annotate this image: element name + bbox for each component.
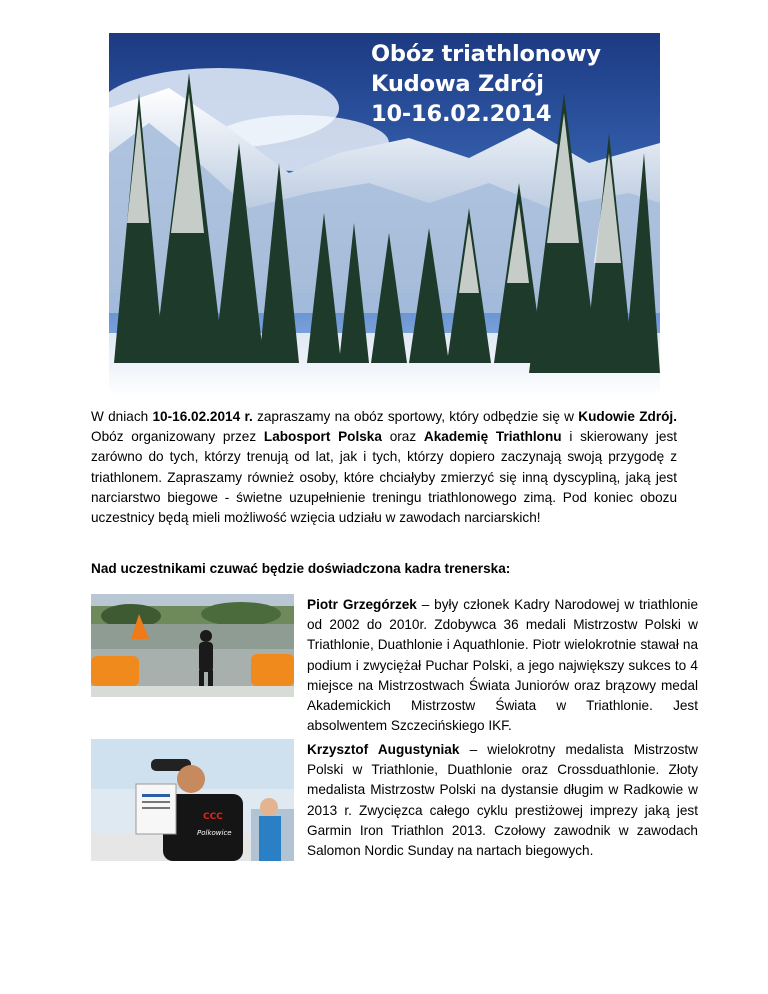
organizer-2: Akademię Triathlonu: [423, 429, 562, 445]
shirt-logo: CCC: [203, 812, 223, 822]
swim-exit-photo: [91, 594, 294, 697]
trainer-photo-triathlon: [91, 594, 294, 697]
trainer-name: Piotr Grzegórzek: [307, 597, 417, 612]
intro-text: oraz: [381, 429, 424, 445]
intro-text: W dniach: [91, 409, 153, 424]
trainer-bio-text: – wielokrotny medalista Mistrzostw Polski w Triathlonie, Duathlonie oraz Crossduathlonie. Złoty medalista Mistrzostw Polski na dystansie długim w Radkowie w 2013 r. Zwycięzca całego cyklu prestiżowej imprezy jaką jest Garmin Iron Triathlon 2013. Czołowy zawodnik w zawodach Salomon Nordic Sunday na nartach biegowych.: [307, 742, 698, 859]
banner-title: [371, 39, 651, 129]
banner-title-line: Kudowa Zdrój: [371, 71, 544, 97]
trainer-photo-podium: [91, 739, 294, 861]
banner-title-line: Obóz triathlonowy: [371, 41, 601, 67]
crew-heading: Nad uczestnikami czuwać będzie doświadczona kadra trenerska:: [91, 561, 511, 576]
athlete-with-award-photo: [91, 739, 294, 861]
intro-paragraph: [91, 407, 677, 528]
intro-text: Obóz organizowany przez: [91, 429, 264, 445]
intro-text: zapraszamy na obóz sportowy, który odbędzie się w: [252, 409, 579, 424]
event-location: Kudowie Zdrój.: [578, 409, 677, 424]
shirt-sponsor: Polkowice: [197, 829, 232, 837]
trainer-bio-1: [307, 595, 698, 736]
trainer-bio-2: [307, 740, 698, 861]
organizer-1: Labosport Polska: [263, 429, 382, 445]
banner-image: [109, 33, 660, 397]
trainer-name: Krzysztof Augustyniak: [307, 742, 460, 757]
trainer-bio-text: – były członek Kadry Narodowej w triathlonie od 2002 do 2010r. Zdobywca 36 medali Mistrzostw Polski w Triathlonie, Duathlonie i Aquathlonie. Piotr wielokrotnie stawał na podium i zwyciężał Puchar Polski, a jego największy sukces to 4 miejsce na Mistrzostwach Świata Juniorów oraz brązowy medal Akademickich Mistrzostw Świata w Triathlonie. Jest absolwentem Szczecińskiego IKF.: [307, 597, 699, 734]
intro-text: i skierowany jest zarówno do tych, którzy trenują od lat, jak i tych, którzy dopiero zaczynają swoją przygodę z triathlonem. Zapraszamy również osoby, które chciałyby zmierzyć się inną dyscypliną, jaką jest narciarstwo biegowe - świetne uzupełnienie treningu triathlonowego zimą. Pod koniec obozu uczestnicy będą mieli możliwość wzięcia udziału w zawodach narciarskich!: [91, 429, 678, 526]
event-dates: 10-16.02.2014 r.: [152, 409, 253, 424]
banner-title-line: 10-16.02.2014: [371, 101, 552, 127]
